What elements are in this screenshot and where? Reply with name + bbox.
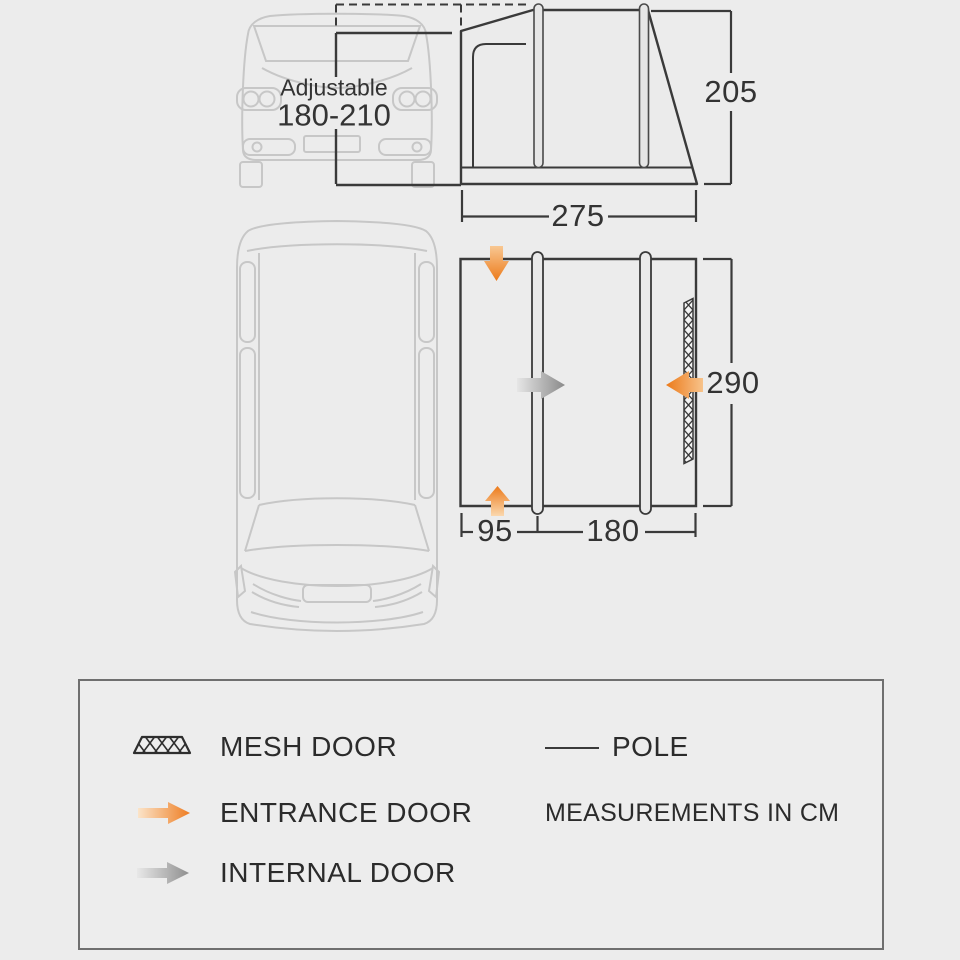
side-pole-rear bbox=[640, 4, 649, 168]
measurements-note: MEASUREMENTS IN CM bbox=[545, 799, 840, 827]
dimension-95: 95 bbox=[477, 513, 513, 548]
internal-door-icon bbox=[137, 860, 189, 886]
legend-entrance-door-label: ENTRANCE DOOR bbox=[220, 797, 473, 828]
adjustable-height-label bbox=[277, 76, 391, 131]
awning-plan-view bbox=[461, 252, 697, 514]
legend-internal-door-label: INTERNAL DOOR bbox=[220, 857, 456, 888]
awning-side-view bbox=[461, 4, 697, 184]
dimension-275: 275 bbox=[551, 198, 605, 233]
dimension-180: 180 bbox=[586, 513, 640, 548]
entrance-arrow-top bbox=[484, 246, 509, 281]
entrance-door-icon bbox=[138, 800, 190, 826]
entrance-arrow-bottom bbox=[485, 486, 510, 516]
awning-side-outline bbox=[461, 10, 697, 184]
adjustable-text: Adjustable bbox=[280, 74, 388, 101]
legend-box bbox=[78, 679, 884, 950]
entrance-arrow-side bbox=[666, 371, 703, 399]
side-pole-front bbox=[534, 4, 543, 168]
legend-mesh-door-label: MESH DOOR bbox=[220, 731, 398, 762]
adjustable-range: 180-210 bbox=[277, 97, 391, 133]
legend-pole-label: POLE bbox=[612, 731, 689, 762]
internal-door-arrow bbox=[517, 371, 565, 399]
pole-icon bbox=[545, 747, 599, 749]
dimension-205: 205 bbox=[704, 74, 758, 109]
van-top-view bbox=[235, 221, 439, 631]
plan-pole-rear bbox=[640, 252, 651, 514]
mesh-door-icon bbox=[132, 735, 192, 755]
dimension-290: 290 bbox=[706, 365, 760, 400]
plan-outline bbox=[461, 259, 697, 506]
